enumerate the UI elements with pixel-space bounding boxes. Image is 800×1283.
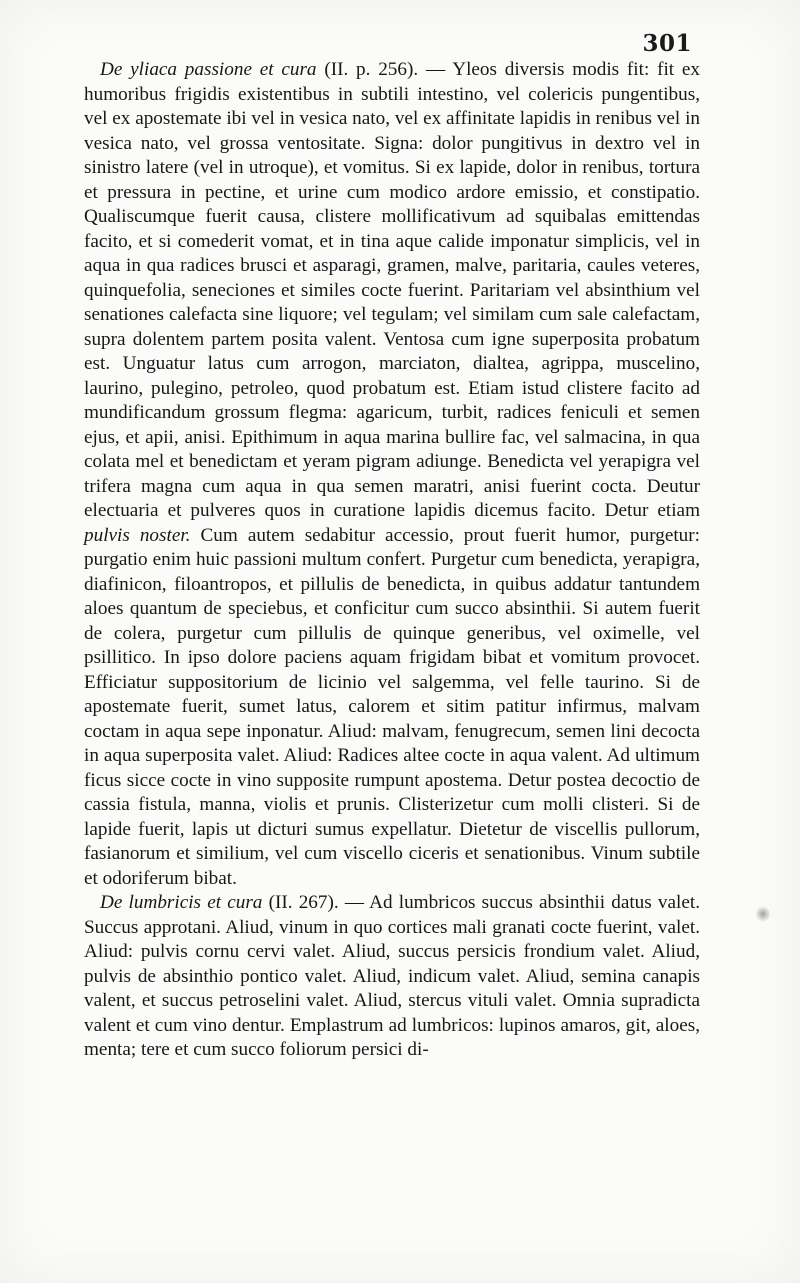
ink-smudge — [756, 905, 770, 923]
section-text: — Yleos diversis modis fit: fit ex humoribus frigidis existentibus in subtili intestino, vel colericis pungentibus, vel ex apostemate ibi vel in vesica nato, vel ex affinitate lapidis in renibus vel in vesica nato, vel grossa ventositate. Signa: dolor pungitivus in dextro vel in sinistro latere (vel in utroque), et vomitus. Si ex lapide, dolor in renibus, tortura et pressura in pectine, et urine cum modico ardore emissio, et constipatio. Qualiscumque fuerit causa, clistere mollificativum ad squibalas emittendas facito, et si comederit vomat, et in tina aque calide imponatur simplicis, vel in aqua in qua radices brusci et asparagi, gramen, malve, paritaria, caules veteres, quinquefolia, seneciones et similes cocte fuerint. Paritariam vel absinthium vel senationes calefacta sine liquore; vel tegulam; vel similam cum sale calefactam, supra dolentem partem posita valent. Ventosa cum igne superposita probatum est. Unguatur latus cum arrogon, marciaton, dialtea, agrippa, muscelino, laurino, pulegino, petroleo, quod probatum est. Etiam istud clistere facito ad mundificandum grossum flegma: agaricum, turbit, radices feniculi et semen ejus, et apii, anisi. Epithimum in aqua marina bullire fac, vel salmacina, in qua colata mel et benedictam et yeram pigram adiunge. Benedicta vel yerapigra vel trifera magna cum aqua in qua semen maratri, anisi fuerint cocta. Deutur electuaria et pulveres quos in curatione lapidis dicemus facito. Detur etiam — [84, 59, 700, 521]
section-yliaca — [84, 58, 700, 891]
section-text-continued: Cum autem sedabitur accessio, prout fuerit humor, purgetur: purgatio enim huic passioni multum confert. Purgetur cum benedicta, yerapigra, diafinicon, filoantropos, et pillulis de benedicta, in quibus addatur tantundem aloes quantum de speciebus, et conficitur cum succo absinthii. Si autem fuerit de colera, purgetur cum pillulis de quinque generibus, vel oximelle, vel psillitico. In ipso dolore paciens aquam frigidam bibat et vomitum provocet. Efficiatur suppositorium de licinio vel salgemma, vel felle taurino. Si de apostemate fuerit, sumet latus, calorem et sitim patitur infirmus, malvam coctam in aqua sepe inponatur. Aliud: malvam, fenugrecum, semen lini decocta in aqua superposita valet. Aliud: Radices altee cocte in aqua valent. Ad ultimum ficus sicce cocte in vino supposite rumpunt apostema. Detur postea decoctio de cassia fistula, manna, violis et prunis. Clisterizetur cum molli clisteri. Si de lapide fuerit, lapis ut dicturi sumus expellatur. Dietetur de viscellis pullorum, fasianorum et similium, vel cum viscello ciceris et senationibus. Vinum subtile et odoriferum bibat. — [84, 524, 700, 889]
page-number: 301 — [642, 30, 692, 57]
section-italic-phrase: pulvis noster. — [84, 524, 191, 546]
section-lumbricis — [84, 891, 700, 1063]
page-body — [84, 58, 700, 1063]
section-title: De lumbricis et cura — [100, 892, 263, 913]
section-ref: (II. 267). — [268, 892, 339, 913]
section-ref: (II. p. 256). — [324, 59, 419, 80]
section-text: — Ad lumbricos succus absinthii datus valet. Succus approtani. Aliud, vinum in quo cortices mali granati cocte fuerint, valet. Aliud: pulvis cornu cervi valet. Aliud, succus persicis frondium valet. Aliud, pulvis de absinthio pontico valet. Aliud, indicum valet. Aliud, semina canapis valent, et succus petroselini valet. Aliud, stercus vituli valet. Omnia supradicta valent et cum vino dentur. Emplastrum ad lumbricos: lupinos amaros, git, aloes, menta; tere et cum succo foliorum persici di- — [84, 892, 700, 1060]
section-title: De yliaca passione et cura — [100, 59, 317, 80]
